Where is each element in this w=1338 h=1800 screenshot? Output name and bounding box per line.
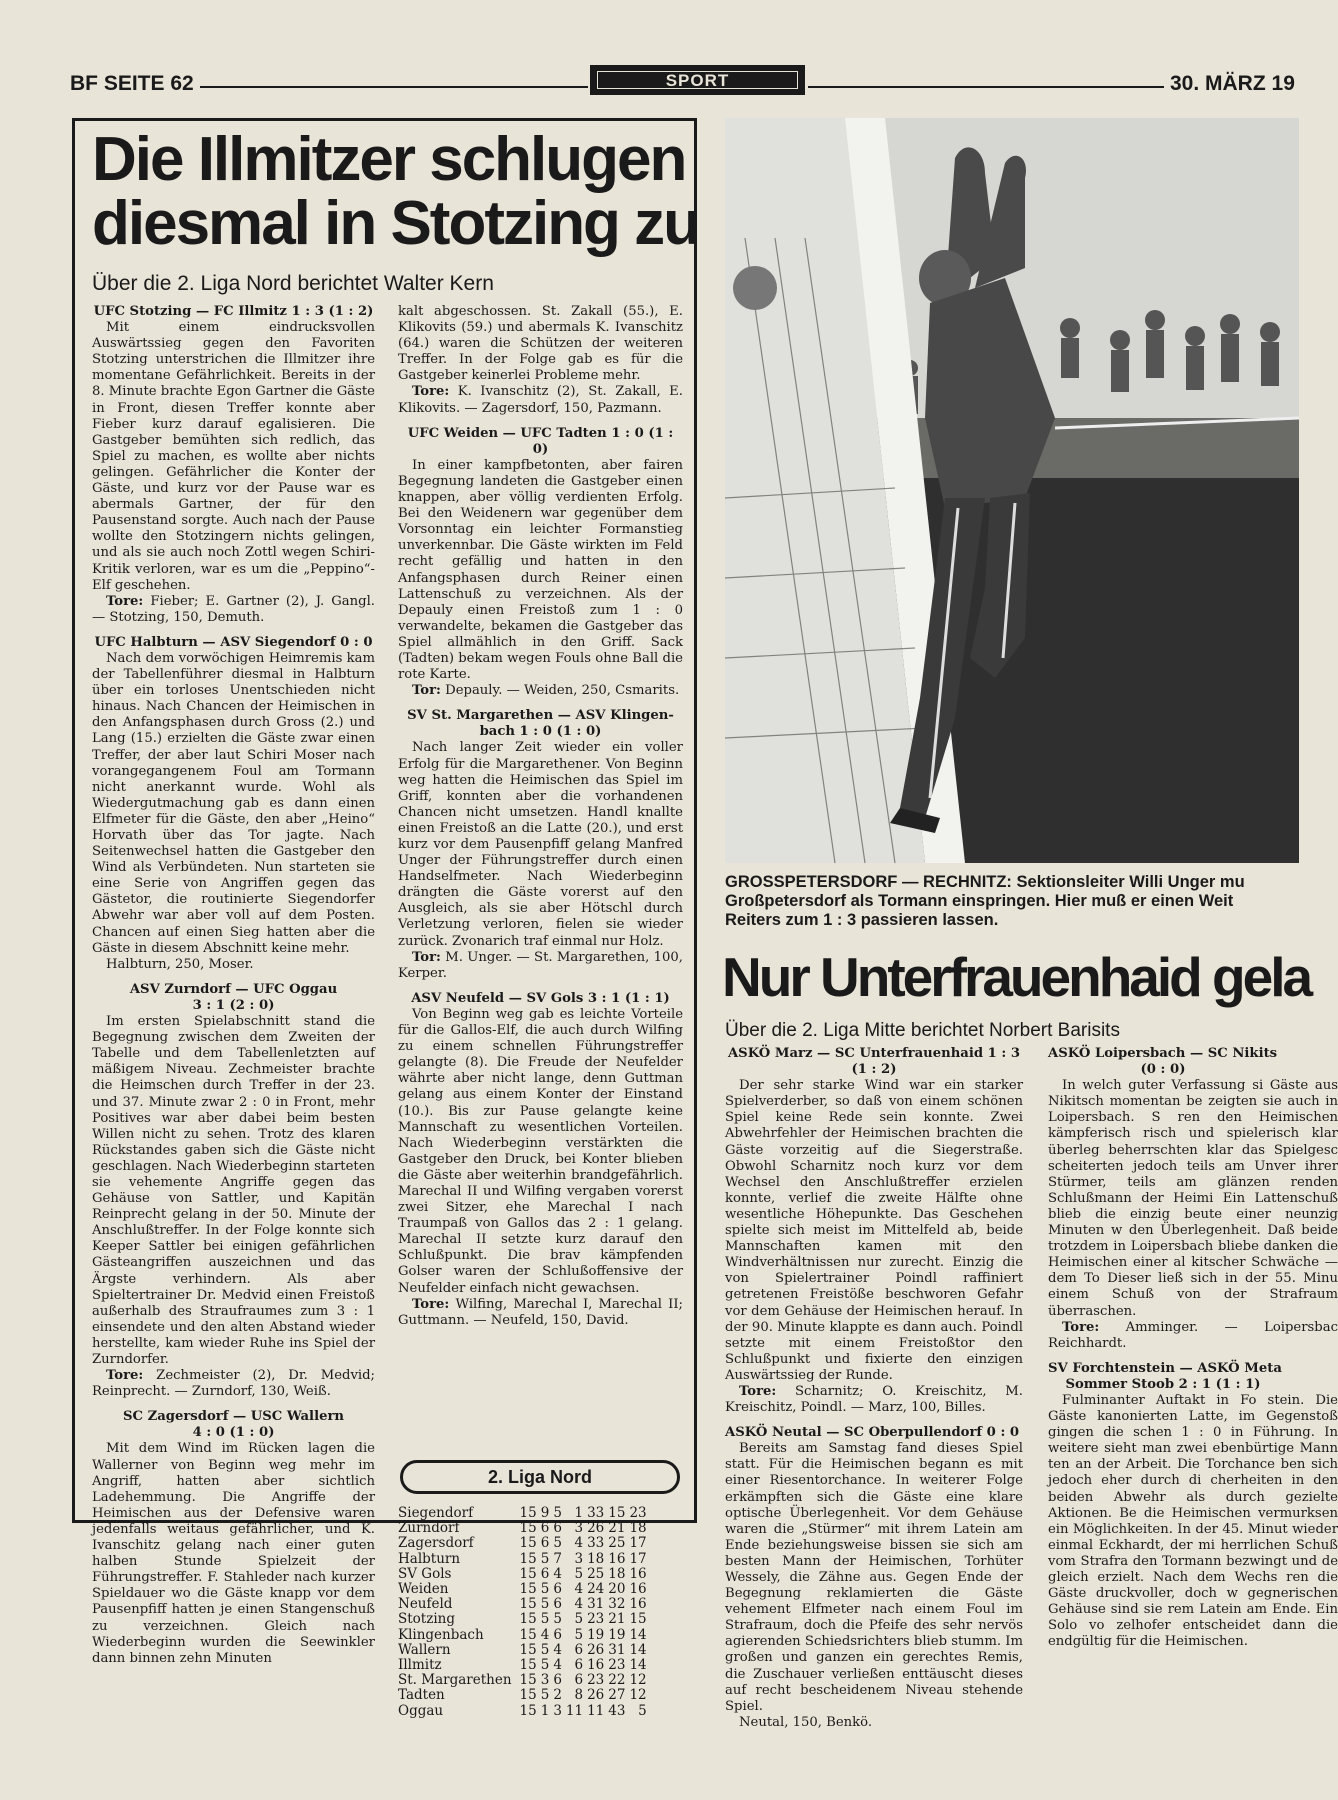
standings-value: 2 (553, 1687, 562, 1704)
standings-value: 5 (574, 1565, 584, 1582)
photo-caption (725, 873, 1299, 930)
standings-value: 3 (574, 1520, 584, 1537)
game-report: Nach langer Zeit wieder ein voller Erfolg für die Margarethener. Von Beginn weg hatten die Heimischen das Spiel im Griff, konnten aber die vorhandenen Chancen nicht umsetzen. Handl knallte einen Freistoß an die Latte (20.), und erst kurz vor dem Pausenpfiff gelang Manfred Unger der Führungstreffer durch einen Handselfmeter. Nach Wiederbeginn drängten die Gäste vorerst auf den Ausgleich, als sie aber Hötschl durch Verletzung verloren, fielen sie wieder zurück. Zvonarich traf einmal nur Holz. (398, 740, 683, 949)
standings-value: 12 (629, 1687, 647, 1704)
standings-value: 6 (540, 1535, 550, 1552)
standings-value: 26 (587, 1641, 605, 1658)
standings-value: 25 (587, 1565, 605, 1582)
standings-table-wrap (398, 1506, 651, 1719)
game-score: 3 : 1 (2 : 0) (192, 997, 275, 1013)
standings-value: 6 (553, 1626, 562, 1643)
standings-title: 2. Liga Nord (400, 1460, 680, 1494)
article-headline (92, 125, 700, 258)
standings-value: 19 (587, 1626, 605, 1643)
standings-value: 23 (608, 1657, 626, 1674)
standings-value: 9 (540, 1505, 550, 1521)
standings-team: Illmitz (398, 1657, 442, 1674)
standings-value: 5 (574, 1611, 584, 1628)
standings-value: 23 (587, 1611, 605, 1628)
section-label: SPORT (597, 71, 798, 89)
game-heading: ASKÖ Marz — SC Unterfrauenhaid 1 : 3 (727, 1046, 1021, 1061)
standings-team: Klingenbach (398, 1626, 484, 1643)
standings-value: 22 (608, 1672, 626, 1689)
game-score: bach 1 : 0 (1 : 0) (479, 724, 602, 740)
standings-value: 4 (553, 1565, 562, 1582)
game-heading: ASKÖ Neutal — SC Oberpullendorf 0 : 0 (725, 1425, 1020, 1441)
standings-value: 4 (553, 1641, 562, 1658)
standings-team: Tadten (398, 1687, 445, 1704)
standings-value: 17 (629, 1535, 647, 1552)
standings-value: 11 (565, 1702, 584, 1719)
standings-value: 14 (629, 1641, 647, 1658)
standings-row (398, 1506, 651, 1521)
standings-value: 4 (574, 1535, 584, 1552)
standings-value: 5 (540, 1657, 550, 1674)
standings-team: Neufeld (398, 1596, 453, 1613)
standings-value: 1 (540, 1702, 550, 1719)
standings-value: 15 (519, 1702, 537, 1719)
standings-value: 21 (608, 1611, 626, 1628)
standings-value: 16 (629, 1596, 647, 1613)
game-scorers: Tore: Wilfing, Marechal I, Marechal II; Guttmann. — Neufeld, 150, David. (398, 1296, 684, 1328)
game-scorers: Tore: Zechmeister (2), Dr. Medvid; Reinprecht. — Zurndorf, 130, Weiß. (92, 1368, 375, 1400)
goalkeeper-photo (725, 118, 1299, 863)
standings-row (398, 1673, 651, 1688)
standings-value: 23 (629, 1505, 647, 1521)
standings-value: 43 (608, 1702, 626, 1719)
game-scorers: Tore: Amminger. — Loipersbac Reichhardt. (1048, 1319, 1338, 1351)
standings-value: 18 (587, 1550, 605, 1567)
standings-value: 31 (608, 1641, 626, 1658)
game-score: 4 : 0 (1 : 0) (192, 1425, 275, 1441)
game-heading: UFC Weiden — UFC Tadten 1 : 0 (1 : 0) (407, 425, 674, 457)
article2-column-2-clip (1048, 1046, 1338, 1766)
header-rule-left (200, 86, 588, 88)
standings-value: 15 (519, 1535, 537, 1552)
game-scorers: Tore: Fieber; E. Gartner (2), J. Gangl. — Stotzing, 150, Demuth. (92, 593, 375, 625)
page-label: BF SEITE 62 (70, 72, 194, 95)
standings-table (398, 1506, 651, 1719)
section-label-box (590, 65, 805, 95)
standings-value: 15 (519, 1611, 537, 1628)
standings-value: 6 (553, 1596, 562, 1613)
game-heading: SV St. Margarethen — ASV Klingen- (407, 708, 674, 724)
standings-value: 15 (519, 1657, 537, 1674)
standings-value: 15 (519, 1626, 537, 1643)
game-report: kalt abgeschossen. St. Zakall (55.), E. Klikovits (59.) und abermals K. Ivanschitz (64.) waren die Schützen der weiteren Treffer. In der Folge gab es für die Gastgeber keinerlei Probleme mehr. (398, 304, 683, 384)
game-report: Bereits am Samstag fand dieses Spiel statt. Für die Heimischen begann es mit einer Riesentorchance. In weiterer Folge erkämpften sich die Gäste eine klare optische Überlegenheit. Vor dem Gehäuse waren die „Stürmer“ mit ihrem Latein am Ende beziehungsweise bissen sie sich am besten Mann der Heimischen, Torhüter Wessely, die Zähne aus. Gegen Ende der Begegnung reklamierten die Gäste vehement Elfmeter nach einem Foul im Strafraum, doch die Pfeife des sehr nervös agierenden Schiedsrichters blieb stumm. Im großen und ganzen ein gerechtes Remis, die Zuschauer verließen enttäuscht dieses auf recht bescheidenem Niveau stehende Spiel. (725, 1441, 1023, 1714)
game-scorers: Neutal, 150, Benkö. (739, 1714, 873, 1730)
game-scorers: Tore: Scharnitz; O. Kreischitz, M. Kreischitz, Poindl. — Marz, 100, Billes. (725, 1383, 1023, 1416)
standings-team: Wallern (398, 1641, 451, 1658)
article2-column-1 (725, 1046, 1023, 1731)
standings-value: 27 (608, 1687, 626, 1704)
standings-row (398, 1688, 651, 1703)
standings-team: Siegendorf (398, 1505, 474, 1521)
game-heading: ASV Zurndorf — UFC Oggau (129, 981, 338, 997)
standings-value: 11 (587, 1702, 605, 1719)
article2-byline: Über die 2. Liga Mitte berichtet Norbert Barisits (725, 1020, 1120, 1041)
game-report: Mit einem eindrucksvollen Auswärtssieg gegen den Favoriten Stotzing unterstrichen die Illmitzer ihre momentane Gefährlichkeit. Bereits in der 8. Minute brachte Egon Gartner die Gäste in Front, diesen Treffer konnte aber Fieber kurz darauf egalisieren. Die Gastgeber bemühten sich redlich, das Spiel zu machen, es wollte aber nichts gelingen. Gefährlicher die Konter der Gäste, und kurz vor der Pause war es abermals Gartner, der für den Pausenstand sorgte. Auch nach der Pause wollte den Stotzingern nichts gelingen, und als sie auch noch Zottl wegen Schiri-Kritik verloren, war es um die „Peppino“-Elf geschehen. (92, 320, 375, 593)
game-score: (1 : 2) (851, 1062, 897, 1078)
standings-row (398, 1597, 651, 1612)
standings-value: 1 (574, 1505, 584, 1521)
standings-row (398, 1704, 651, 1719)
game-scorers: Tore: K. Ivanschitz (2), St. Zakall, E. Klikovits. — Zagersdorf, 150, Pazmann. (398, 384, 683, 416)
standings-row (398, 1612, 651, 1627)
game-report: Fulminanter Auftakt in Fo stein. Die Gäste kanonierten Latte, im Gegenstoß gingen die schen 1 : 0 in Führung. In weitere sieht man zwei ebenbürtige Mann ten an der Arbeit. Die Torchance ben sich jedoch eher durch di cherheiten in den beiden Abwehr als durch gezielte Aktionen. Be die Heimischen vermurksen ein Möglichkeiten. In der 45. Minut wieder einmal Eckhardt, der mi herrlichen Schuß vom Strafra den Tormann bezwingt und de gleich erzielt. Nach dem Wechs ren die Gäste druckvoller, doch w gegnerischen Gehäuse sind sie rem Latein am Ende. Ein Solo vo zelhofer entscheidet dann die endgültig für die Heimischen. (1048, 1392, 1338, 1650)
standings-value: 33 (587, 1535, 605, 1552)
standings-value: 16 (629, 1581, 647, 1598)
standings-value: 6 (540, 1520, 550, 1537)
game-report: Der sehr starke Wind war ein starker Spielverderber, so daß von einem schönen Spiel keine Rede sein konnte. Zwei Abwehrfehler der Heimischen brachten die Gäste vorzeitig auf die Siegerstraße. Obwohl Scharnitz noch kurz vor dem Wechsel den Anschlußtreffer erzielen konnte, verlief die zweite Hälfte ohne wesentliche Höhepunkte. Das Geschehen spielte sich meist im Mittelfeld ab, beide Mannschaften kamen mit den Windverhältnissen nur zurecht. Einzig die von Spielertrainer Poindl raffiniert getretenen Freistöße beschworen Gefahr vor dem Gehäuse der Heimischen herauf. In der 90. Minute klappte es dann auch. Poindl setzte mit einem Freistoßtor den Schlußpunkt und fixierte den einzigen Auswärtssieg der Runde. (725, 1078, 1023, 1383)
standings-value: 16 (587, 1657, 605, 1674)
standings-value: 4 (553, 1657, 562, 1674)
game-report: In welch guter Verfassung si Gäste aus Nikitsch momentan be zeigten sie auch in Loipersbach. S ren den Heimischen kämpferisch risch und spielerisch klar überleg beherrschten klar das Spielgesc scheiterten jedoch teils am Unver ihrer Stürmer, teils am glänzen renden Schlußmann der Heimi Ein Lattenschuß blieb die einzig beute einer neunzig Minuten w den Überlegenheit. Daß beide trotzdem in Loipersbach bliebe danken die Heimischen einer al kitscher Schwäche — dem To Dieser ließ sich in der 55. Minu einem Schuß von der Strafraum überraschen. (1048, 1078, 1338, 1319)
standings-value: 15 (519, 1520, 537, 1537)
standings-value: 16 (629, 1565, 647, 1582)
standings-value: 15 (519, 1596, 537, 1613)
standings-row (398, 1567, 651, 1582)
standings-value: 31 (587, 1596, 605, 1613)
standings-row (398, 1536, 651, 1551)
standings-row (398, 1552, 651, 1567)
caption-line-3: Reiters zum 1 : 3 passieren lassen. (725, 911, 999, 929)
standings-team: Halbturn (398, 1550, 461, 1567)
standings-row (398, 1643, 651, 1658)
standings-value: 33 (587, 1505, 605, 1521)
standings-row (398, 1521, 651, 1536)
article-byline: Über die 2. Liga Nord berichtet Walter Kern (92, 272, 494, 295)
standings-value: 5 (540, 1687, 550, 1704)
headline-line-2: diesmal in Stotzing zu (92, 189, 700, 258)
standings-team: SV Gols (398, 1565, 452, 1582)
standings-value: 15 (519, 1641, 537, 1658)
standings-value: 5 (638, 1702, 647, 1719)
standings-value: 18 (629, 1520, 647, 1537)
game-scorers: Tor: M. Unger. — St. Margarethen, 100, Kerper. (398, 949, 683, 981)
standings-team: Oggau (398, 1702, 444, 1719)
caption-line-1: GROSSPETERSDORF — RECHNITZ: Sektionsleiter Willi Unger mu (725, 873, 1245, 891)
standings-value: 20 (608, 1581, 626, 1598)
game-report: In einer kampfbetonten, aber fairen Begegnung landeten die Gastgeber einen knappen, aber völlig verdienten Erfolg. Bei den Weidenern war gegenüber dem Vorsonntag ein leichter Formanstieg unverkennbar. Die Gäste wirkten im Feld recht gefällig und hatten in den Anfangsphasen durch Reiner einen Lattenschuß zu verzeichnen. Als der Depauly einen Freistoß zum 1 : 0 verwandelte, bekamen die Gastgeber das Spiel allmählich in den Griff. Sack (Tadten) bekam wegen Fouls ohne Ball die rote Karte. (398, 457, 683, 683)
game-report: Nach dem vorwöchigen Heimremis kam der Tabellenführer diesmal in Halbturn über ein torloses Unentschieden nicht hinaus. Nach Chancen der Heimischen in den Anfangsphasen durch Gross (2.) und Lang (15.) erzielten die Gäste zwar einen Treffer, der aber laut Schiri Moser nach vorangegangenem Foul am Tormann nicht anerkannt wurde. Wohl als Wiedergutmachung gab es dann einen Elfmeter für die Gäste, den aber „Heino“ Horvath über das Tor jagte. Nach Seitenwechsel hatten die Gastgeber den Wind als Verbündeten. Nun starteten sie eine Serie von Angriffen gegen das Gästetor, die routinierte Siegendorfer Abwehr war aber voll auf dem Posten. Chancen auf einen Sieg hatten aber die Gäste in diesem Abschnitt keine mehr. (92, 650, 375, 956)
standings-value: 5 (540, 1641, 550, 1658)
standings-value: 15 (519, 1687, 537, 1704)
game-report: Mit dem Wind im Rücken lagen die Wallerner von Beginn weg mehr im Angriff, hatten aber sichtlich Ladehemmung. Die Angriffe der Heimischen aus der Defensive waren jedenfalls weitaus gefährlicher, und K. Ivanschitz gelang nach einer guten halben Stunde Spielzeit der Führungstreffer. F. Stahleder nach kurzer Spieldauer wo die Gäste knapp vor dem Pausenpfiff hatten je einen Stangenschuß zu verzeichnen. Gleich nach Wiederbeginn wurden die Seewinkler dann binnen zehn Minuten (92, 1441, 375, 1666)
standings-value: 15 (608, 1505, 626, 1521)
standings-value: 18 (608, 1565, 626, 1582)
standings-value: 3 (540, 1672, 550, 1689)
standings-value: 6 (553, 1672, 562, 1689)
standings-value: 5 (540, 1550, 550, 1567)
standings-row (398, 1658, 651, 1673)
standings-value: 3 (574, 1550, 584, 1567)
standings-value: 4 (574, 1596, 584, 1613)
standings-value: 19 (608, 1626, 626, 1643)
standings-value: 6 (553, 1520, 562, 1537)
standings-value: 15 (519, 1505, 537, 1521)
standings-row (398, 1582, 651, 1597)
issue-date: 30. MÄRZ 19 (1170, 72, 1295, 95)
standings-value: 5 (540, 1581, 550, 1598)
standings-value: 5 (540, 1611, 550, 1628)
game-score: (0 : 0) (1140, 1062, 1186, 1078)
game-scorers: Halbturn, 250, Moser. (106, 956, 254, 972)
standings-value: 6 (574, 1641, 584, 1658)
standings-value: 15 (519, 1581, 537, 1598)
standings-value: 26 (587, 1687, 605, 1704)
caption-line-2: Großpetersdorf als Tormann einspringen. Hier muß er einen Weit (725, 892, 1234, 910)
standings-team: Zurndorf (398, 1520, 460, 1537)
article2-headline: Nur Unterfrauenhaid gela (722, 946, 1311, 1008)
article-column-2 (398, 304, 683, 1329)
game-report: Von Beginn weg gab es leichte Vorteile für die Gallos-Elf, die auch durch Wilfing zu einem schnellen Führungstreffer gelangte (8). Die Freude der Neufelder währte aber nicht lange, denn Guttman gelang aus einem Konter der Einstand (10.). Bis zur Pause gelangte keine Mannschaft zu wesentlichen Vorteilen. Nach Wiederbeginn verstärkten die Gastgeber den Druck, bei Konter blieben die Gäste aber weiterhin brandgefährlich. Marechal II und Wilfing vergaben vorerst zwei Sitzer, ehe Marechal I nach Traumpaß von Gallos das 2 : 1 gelang. Marechal II setzte kurz darauf den Schlußpunkt. Die brav kämpfenden Golser waren der Schlußoffensive der Neufelder einfach nicht gewachsen. (398, 1006, 683, 1296)
standings-value: 32 (608, 1596, 626, 1613)
standings-value: 24 (587, 1581, 605, 1598)
standings-value: 15 (519, 1565, 537, 1582)
standings-team: Weiden (398, 1581, 449, 1598)
game-heading: ASV Neufeld — SV Gols 3 : 1 (1 : 1) (411, 990, 670, 1006)
standings-value: 14 (629, 1657, 647, 1674)
standings-value: 3 (553, 1702, 562, 1719)
goalkeeper-photo-illustration (725, 118, 1299, 863)
article-column-1 (92, 304, 375, 1667)
standings-value: 15 (519, 1672, 537, 1689)
article2-column-2 (1048, 1046, 1338, 1650)
standings-value: 16 (608, 1550, 626, 1567)
header-rule-right (808, 86, 1164, 88)
game-heading: ASKÖ Loipersbach — SC Nikits (1048, 1046, 1278, 1061)
standings-value: 4 (574, 1581, 584, 1598)
standings-value: 15 (519, 1550, 537, 1567)
game-score: Sommer Stoob 2 : 1 (1 : 1) (1065, 1376, 1261, 1392)
standings-value: 5 (540, 1596, 550, 1613)
standings-value: 6 (574, 1657, 584, 1674)
standings-value: 26 (587, 1520, 605, 1537)
game-heading: UFC Halbturn — ASV Siegendorf 0 : 0 (94, 634, 373, 650)
standings-value: 5 (553, 1505, 562, 1521)
game-heading: SV Forchtenstein — ASKÖ Meta (1048, 1360, 1282, 1376)
standings-value: 6 (553, 1581, 562, 1598)
standings-value: 7 (553, 1550, 562, 1567)
standings-value: 15 (629, 1611, 647, 1628)
standings-value: 25 (608, 1535, 626, 1552)
standings-value: 4 (540, 1626, 550, 1643)
standings-value: 12 (629, 1672, 647, 1689)
game-scorers: Tor: Depauly. — Weiden, 250, Csmarits. (412, 683, 680, 699)
standings-value: 23 (587, 1672, 605, 1689)
standings-team: St. Margarethen (398, 1672, 512, 1689)
standings-value: 6 (574, 1672, 584, 1689)
standings-value: 6 (540, 1565, 550, 1582)
standings-team: Zagersdorf (398, 1535, 474, 1552)
game-heading: SC Zagersdorf — USC Wallern (122, 1409, 345, 1425)
standings-value: 5 (553, 1611, 562, 1628)
standings-value: 5 (553, 1535, 562, 1552)
standings-value: 14 (629, 1626, 647, 1643)
headline-line-1: Die Illmitzer schlugen (92, 125, 686, 194)
standings-value: 5 (574, 1626, 584, 1643)
game-report: Im ersten Spielabschnitt stand die Begegnung zwischen dem Zweiten der Tabelle und dem Tabellenletzten auf mäßigem Niveau. Zechmeister brachte die Heimschen durch Treffer in der 23. und 37. Minute zwar 2 : 0 in Front, mehr Positives war aber dabei beim besten Willen nicht zu sehen. Trotz des klaren Rückstandes gaben sich die Gäste nicht geschlagen. Nach Wiederbeginn starteten sie vehemente Angriffe gegen das Gehäuse von Sattler, und Kapitän Reinprecht gelang in der 50. Minute der Anschlußtreffer. In der Folge konnte sich Keeper Sattler bei einigen gefährlichen Gästeangriffen auszeichnen und das Ärgste verhindern. Als aber Spieltertrainer Dr. Medvid einen Freistoß außerhalb des Straufraumes zum 3 : 1 einsendete und den alten Abstand wieder herstellte, kam wieder Ruhe ins Spiel der Zurndorfer. (92, 1014, 375, 1367)
standings-value: 21 (608, 1520, 626, 1537)
standings-team: Stotzing (398, 1611, 455, 1628)
standings-value: 8 (574, 1687, 584, 1704)
standings-row (398, 1628, 651, 1643)
game-heading: UFC Stotzing — FC Illmitz 1 : 3 (1 : 2) (93, 304, 374, 319)
standings-value: 17 (629, 1550, 647, 1567)
